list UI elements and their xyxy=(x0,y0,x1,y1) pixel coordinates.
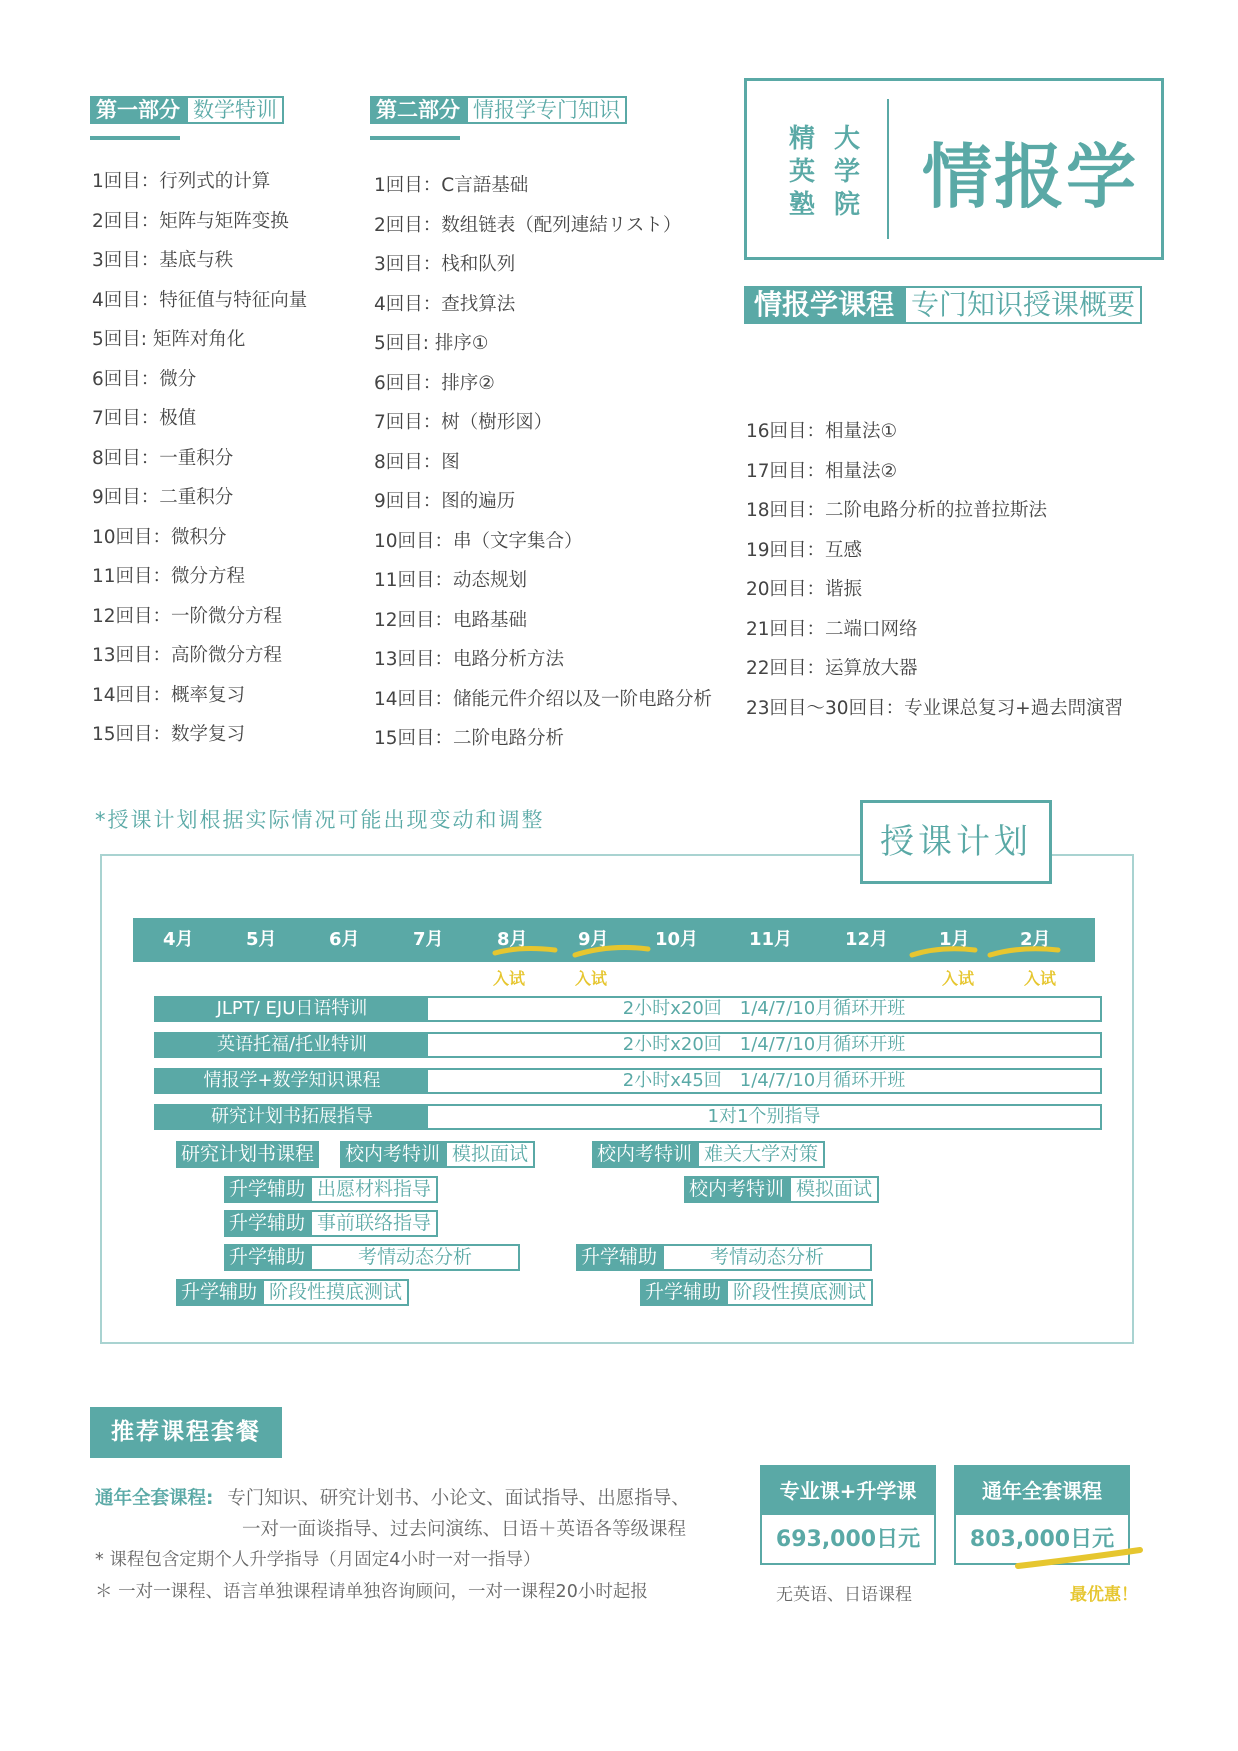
chip-mock-test-2 xyxy=(640,1279,873,1306)
row-label: 研究计划书拓展指导 xyxy=(156,1106,428,1128)
chip-value: 难关大学对策 xyxy=(697,1141,825,1168)
course-title xyxy=(744,286,1142,324)
row-value: 1对1个别指导 xyxy=(707,1106,821,1127)
chip-label: 校内考特训 xyxy=(592,1141,697,1168)
list-item: 1回目：C言語基础 xyxy=(374,175,529,196)
entrance-label: 入试 xyxy=(1024,969,1057,988)
logo-box xyxy=(744,78,1164,260)
part1-header xyxy=(90,96,284,124)
month-label: 7月 xyxy=(413,929,444,950)
price-name: 专业课+升学课 xyxy=(762,1467,934,1515)
entrance-label: 入试 xyxy=(493,969,526,988)
list-item: 5回目: 矩阵对角化 xyxy=(92,329,246,350)
list-item: 7回目：极值 xyxy=(92,408,197,429)
chip-research-course xyxy=(176,1141,319,1168)
list-item: 2回目：矩阵与矩阵变换 xyxy=(92,210,289,232)
logo-title: 情报学 xyxy=(922,136,1138,218)
chip-exam-analysis-2 xyxy=(576,1244,872,1271)
chip-label: 升学辅助 xyxy=(224,1176,310,1203)
list-item: 11回目：微分方程 xyxy=(92,566,246,587)
price-note-full: 最优惠！ xyxy=(1070,1585,1138,1605)
row-label: 情报学+数学知识课程 xyxy=(156,1070,428,1092)
price-highlight xyxy=(1010,1536,1150,1576)
part2-title-b: 情报学专门知识 xyxy=(466,96,627,124)
list-item: 20回目：谐振 xyxy=(746,579,863,600)
chip-label: 校内考特训 xyxy=(340,1141,445,1168)
month-label: 9月 xyxy=(578,929,609,950)
list-item: 9回目：二重积分 xyxy=(92,487,234,508)
chip-label: 校内考特训 xyxy=(684,1176,789,1203)
course-title-b: 专门知识授课概要 xyxy=(904,286,1142,324)
part1-title-b: 数学特训 xyxy=(186,96,284,124)
row-label: JLPT/ EJU日语特训 xyxy=(156,998,428,1020)
chip-value: 模拟面试 xyxy=(789,1176,879,1203)
list-item: 3回目：栈和队列 xyxy=(374,254,516,275)
list-item: 10回目：串（文字集合） xyxy=(374,530,583,552)
list-item: 1回目：行列式的计算 xyxy=(92,171,271,192)
chip-label: 升学辅助 xyxy=(176,1279,262,1306)
list-item: 15回目：二阶电路分析 xyxy=(374,728,565,749)
chip-value: 出愿材料指导 xyxy=(310,1176,438,1203)
part1-underline xyxy=(90,136,180,140)
schedule-row xyxy=(154,996,1102,1022)
list-item: 11回目：动态规划 xyxy=(374,570,528,591)
course-title-a: 情报学课程 xyxy=(744,286,904,324)
part2-title-a: 第二部分 xyxy=(370,96,466,124)
price-note-basic: 无英语、日语课程 xyxy=(776,1585,912,1605)
schedule-note: *授课计划根据实际情况可能出现变动和调整 xyxy=(95,808,545,832)
month-label: 1月 xyxy=(939,929,970,950)
schedule-title: 授课计划 xyxy=(860,800,1052,884)
chip-contact-guidance xyxy=(224,1210,438,1237)
chip-mock-interview-2 xyxy=(684,1176,879,1203)
list-item: 12回目：电路基础 xyxy=(374,609,528,631)
schedule-row xyxy=(154,1104,1102,1130)
chip-label: 升学辅助 xyxy=(224,1244,310,1271)
schedule-row xyxy=(154,1068,1102,1094)
part2-header xyxy=(370,96,627,124)
recommend-line1-text: 专门知识、研究计划书、小论文、面试指导、出愿指导、 xyxy=(227,1488,690,1509)
chip-value: 模拟面试 xyxy=(445,1141,535,1168)
logo-char: 精 xyxy=(788,124,815,154)
part1-title-a: 第一部分 xyxy=(90,96,186,124)
recommend-line3: * 课程包含定期个人升学指导（月固定4小时一对一指导） xyxy=(95,1550,541,1570)
list-item: 13回目：高阶微分方程 xyxy=(92,645,283,666)
month-label: 11月 xyxy=(749,929,793,950)
entrance-label: 入试 xyxy=(942,969,975,988)
chip-value: 考情动态分析 xyxy=(310,1244,520,1271)
list-item: 14回目：概率复习 xyxy=(92,684,246,706)
recommend-line1 xyxy=(95,1484,690,1510)
list-item: 13回目：电路分析方法 xyxy=(374,649,565,670)
recommend-line1-label: 通年全套课程: xyxy=(95,1488,214,1509)
list-item: 22回目：运算放大器 xyxy=(746,658,918,679)
row-value: 2小时x20回 1/4/7/10月循环开班 xyxy=(622,998,906,1019)
list-item: 10回目：微积分 xyxy=(92,526,227,548)
price-value: 693,000日元 xyxy=(775,1527,921,1552)
entrance-label: 入试 xyxy=(575,969,608,988)
logo-char: 英 xyxy=(788,157,815,187)
chip-exam-analysis xyxy=(224,1244,520,1271)
list-item: 23回目～30回目：专业课总复习+過去問演習 xyxy=(746,697,1124,719)
list-item: 14回目：储能元件介绍以及一阶电路分析 xyxy=(374,688,713,710)
list-item: 19回目：互感 xyxy=(746,539,863,561)
month-label: 8月 xyxy=(497,929,528,950)
list-item: 4回目：查找算法 xyxy=(374,293,516,315)
list-item: 15回目：数学复习 xyxy=(92,724,246,745)
list-item: 6回目：微分 xyxy=(92,368,197,390)
chip-application-docs xyxy=(224,1176,438,1203)
month-label: 5月 xyxy=(246,929,277,950)
list-item: 4回目：特征值与特征向量 xyxy=(92,289,308,311)
logo-col-2 xyxy=(832,123,862,222)
row-label: 英语托福/托业特训 xyxy=(156,1034,428,1056)
month-label: 10月 xyxy=(655,929,699,950)
price-box-basic xyxy=(760,1465,936,1565)
list-item: 17回目：相量法② xyxy=(746,460,898,482)
logo-divider xyxy=(887,99,889,239)
chip-value: 阶段性摸底测试 xyxy=(262,1279,409,1306)
list-item: 18回目：二阶电路分析的拉普拉斯法 xyxy=(746,500,1048,521)
month-label: 4月 xyxy=(163,929,194,950)
chip-value: 考情动态分析 xyxy=(662,1244,872,1271)
price-value: 803,000日元 xyxy=(969,1527,1115,1552)
list-item: 5回目: 排序① xyxy=(374,333,489,354)
list-item: 2回目：数组链表（配列連結リスト） xyxy=(374,214,682,236)
logo-char: 大 xyxy=(833,124,860,154)
part3-list xyxy=(746,412,1123,728)
part2-list xyxy=(374,166,712,759)
chip-label: 研究计划书课程 xyxy=(176,1141,319,1168)
list-item: 9回目：图的遍历 xyxy=(374,491,516,512)
chip-value: 事前联络指导 xyxy=(310,1210,438,1237)
recommend-line2: 一对一面谈指导、过去问演练、日语＋英语各等级课程 xyxy=(242,1519,687,1540)
part2-underline xyxy=(370,136,460,140)
list-item: 21回目：二端口网络 xyxy=(746,618,918,640)
part1-list xyxy=(92,162,307,755)
list-item: 8回目：一重积分 xyxy=(92,447,234,469)
list-item: 7回目：树（樹形図） xyxy=(374,412,553,433)
list-item: 8回目：图 xyxy=(374,451,460,473)
row-value: 2小时x20回 1/4/7/10月循环开班 xyxy=(622,1034,906,1055)
logo-col-1 xyxy=(787,123,817,222)
recommend-line4: ＊ 一对一课程、语言单独课程请单独咨询顾问，一对一课程20小时起报 xyxy=(95,1582,648,1602)
recommend-title: 推荐课程套餐 xyxy=(90,1407,282,1458)
month-label: 12月 xyxy=(845,929,889,950)
list-item: 3回目：基底与秩 xyxy=(92,250,234,271)
chip-top-university xyxy=(592,1141,825,1168)
logo-char: 学 xyxy=(833,157,860,187)
month-label: 6月 xyxy=(329,929,360,950)
chip-mock-test xyxy=(176,1279,409,1306)
chip-mock-interview xyxy=(340,1141,535,1168)
list-item: 16回目：相量法① xyxy=(746,421,898,442)
highlight-strokes xyxy=(480,938,1080,962)
chip-value: 阶段性摸底测试 xyxy=(726,1279,873,1306)
chip-label: 升学辅助 xyxy=(640,1279,726,1306)
logo-char: 院 xyxy=(833,190,860,220)
row-value: 2小时x45回 1/4/7/10月循环开班 xyxy=(622,1070,906,1091)
chip-label: 升学辅助 xyxy=(576,1244,662,1271)
price-name: 通年全套课程 xyxy=(956,1467,1128,1515)
schedule-row xyxy=(154,1032,1102,1058)
list-item: 6回目：排序② xyxy=(374,372,495,394)
list-item: 12回目：一阶微分方程 xyxy=(92,605,283,627)
month-label: 2月 xyxy=(1020,929,1051,950)
logo-char: 塾 xyxy=(788,190,815,220)
chip-label: 升学辅助 xyxy=(224,1210,310,1237)
